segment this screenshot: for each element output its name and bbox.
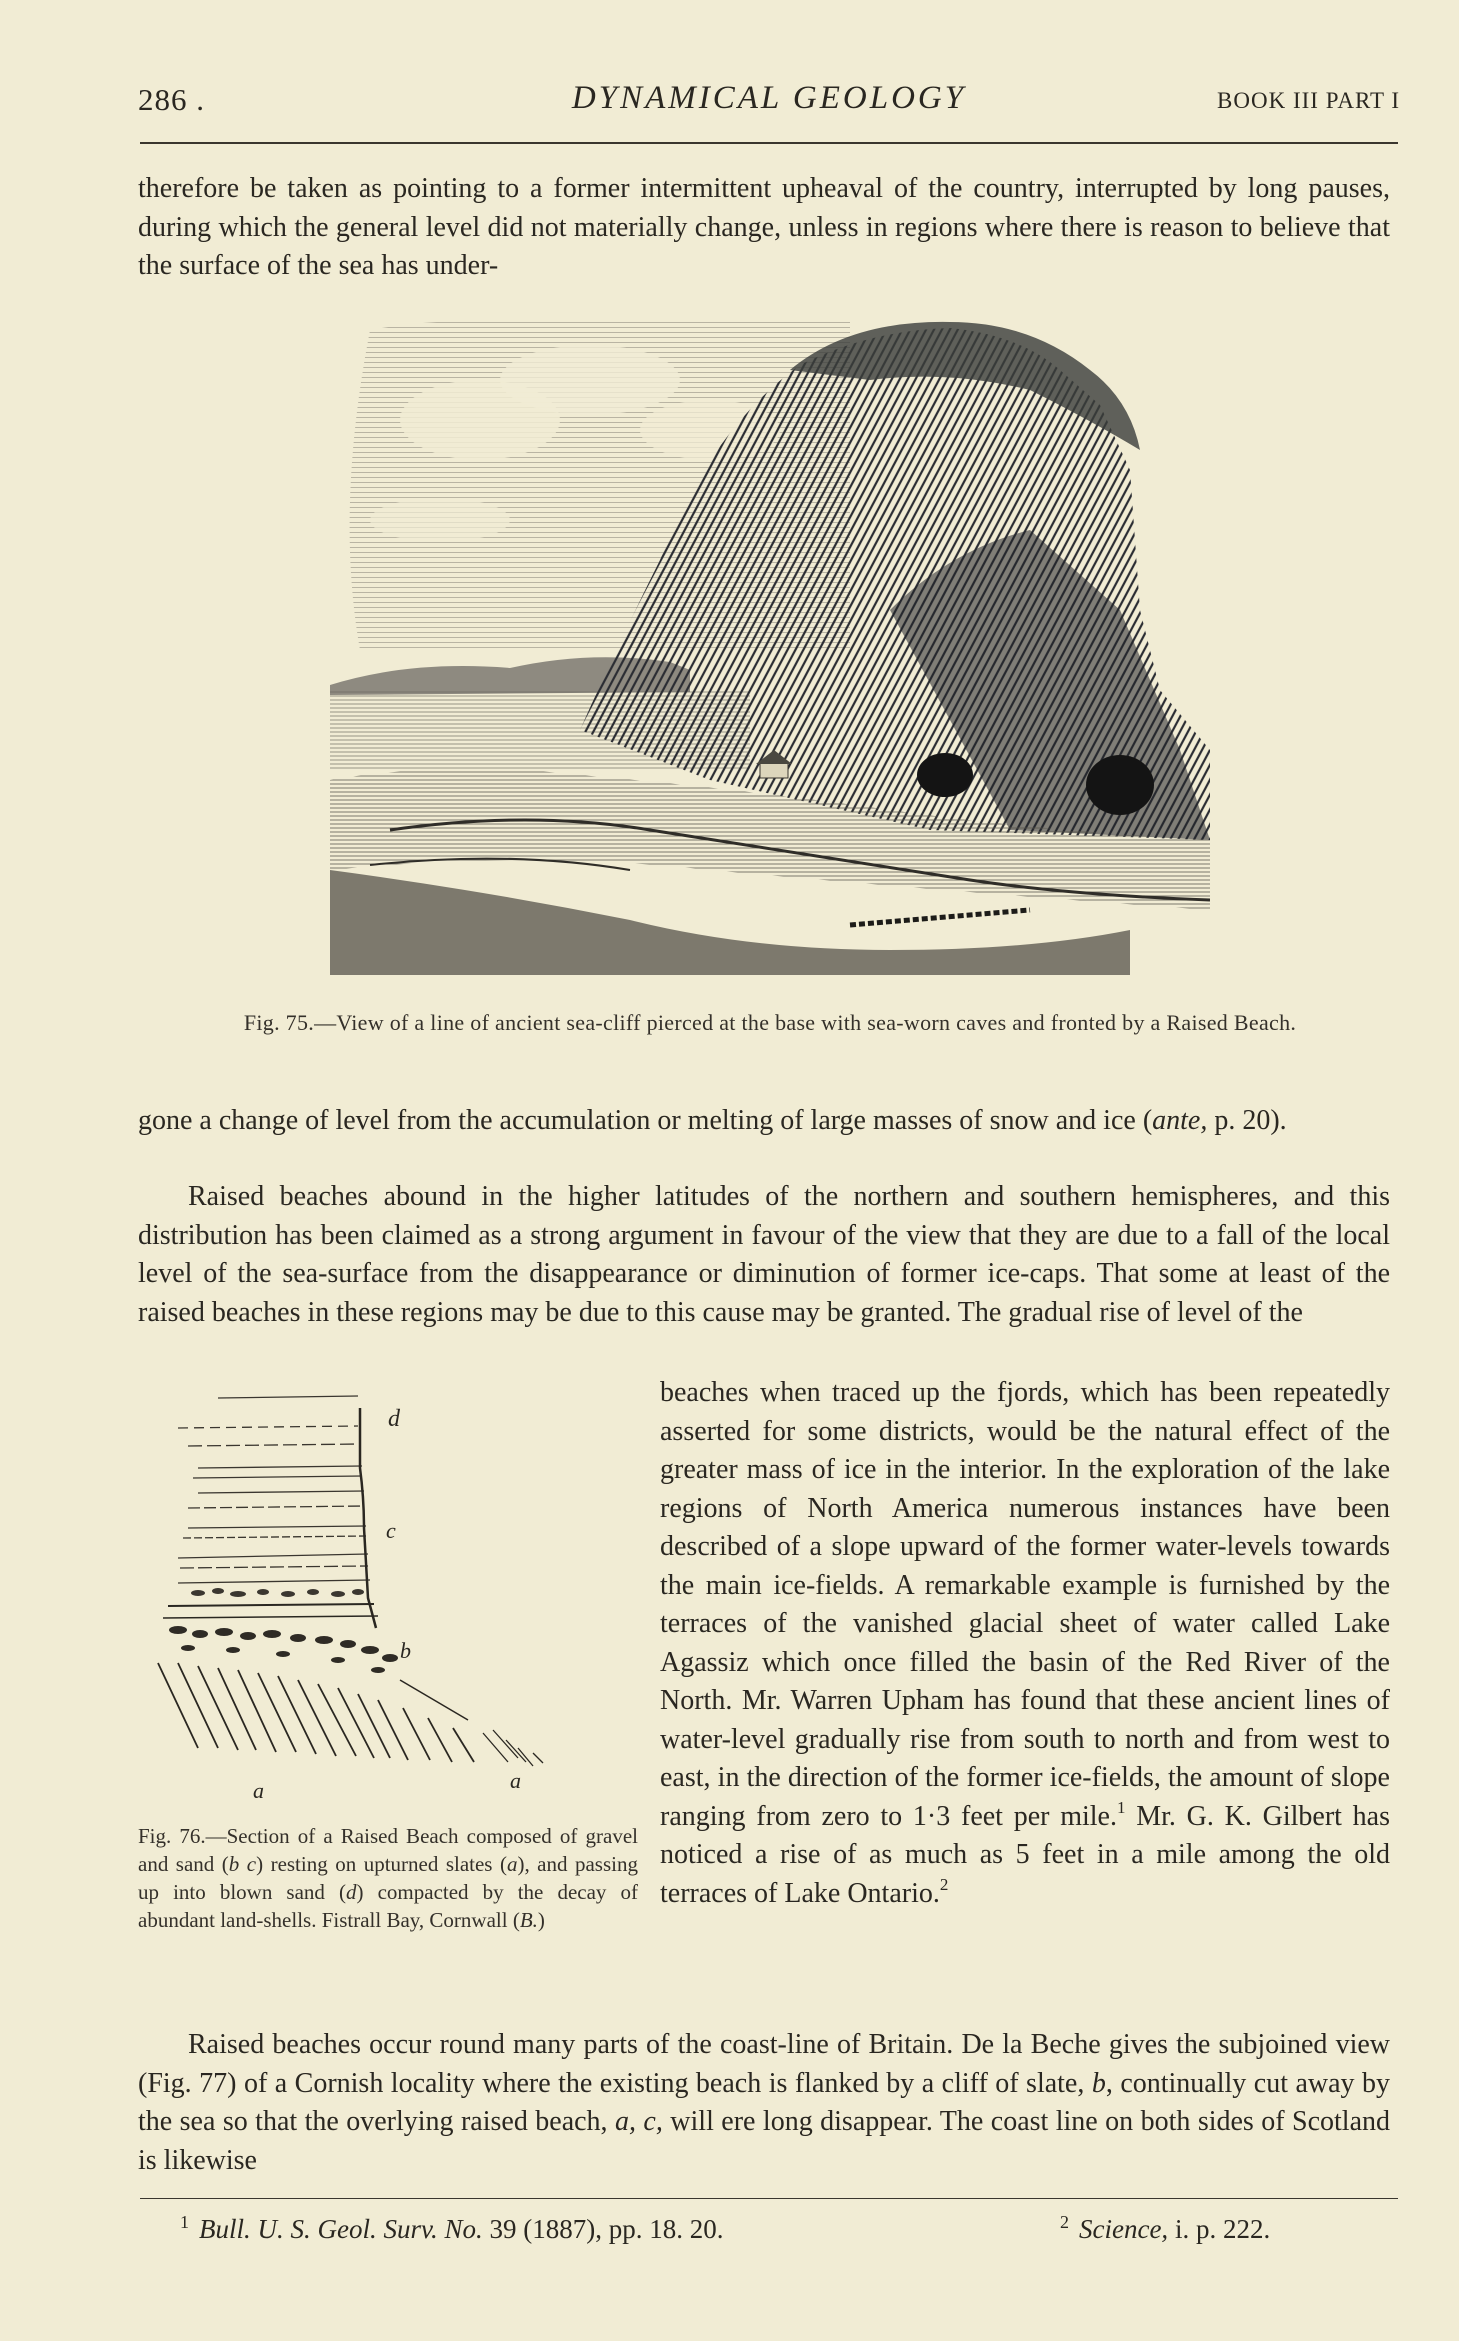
upturned-slates [158,1663,474,1762]
header-rule [140,142,1398,144]
paragraph-gone-text: gone a change of level from the accumulation or melting of large masses of snow and ice ( [138,1105,1153,1136]
fig76-caption-part: d [346,1880,357,1904]
blown-sand-layers [178,1396,370,1583]
footnote-rule [140,2198,1398,2199]
stone-wall [850,910,1030,925]
footnote-ref-1[interactable]: 1 [1116,1797,1126,1817]
footnote-ref-2[interactable]: 2 [939,1874,949,1894]
paragraph-raised-beaches-2 [138,2026,1390,2180]
footnote-1-source: Bull. U. S. Geol. Surv. No. [199,2214,483,2244]
foreshore-rocks [483,1730,543,1766]
cloud [500,345,680,415]
paragraph-gone [138,1102,1390,1141]
sea-cave [1086,755,1154,815]
paragraph-italic: a, c, [615,2106,663,2137]
paragraph-gone-ref: p. 20). [1207,1105,1287,1136]
footnote-1-ref: 39 (1887), pp. 18. 20. [482,2214,724,2244]
paragraph-text: beaches when traced up the fjords, which has been repeatedly asserted for some districts, would be the natural effect of the greater mass of ice in the interior. In the exploration of the lake regions of North America numerous instances have been described of a slope upward of the former water-levels towards the main ice-fields. A remarkable example is furnished by the terraces of the vanished glacial sheet of water called Lake Agassiz which once filled the basin of the Red River of the North. Mr. Warren Upham has found that these ancient lines of water-level gradually rise from south to north and from west to east, in the direction of the former ice-fields, the amount of slope ranging from zero to 1·3 feet per mile. [660,1377,1390,1832]
paragraph-gone-ante: ante, [1152,1105,1208,1136]
fig76-section-diagram [138,1378,638,1808]
fig76-label-b: b [400,1638,411,1663]
paragraph-top: therefore be taken as pointing to a former intermittent upheaval of the country, interrupted by long pauses, during which the general level did not materially change, unless in regions where there is reason to believe that the surface of the sea has under- [138,173,1390,281]
cottage [760,762,788,778]
fig76-caption-part: ) [537,1908,545,1932]
page-number: 286 . [138,82,205,117]
fig76-label-c: c [386,1518,396,1543]
footnote-1-mark: 1 [180,2212,189,2232]
paragraph-raised-beaches-1: Raised beaches abound in the higher latitudes of the northern and southern hemispheres, and this distribution has been claimed as a strong argument in favour of the view that they are due to a fall of the local level of the sea-surface from the disappearance or diminution of former ice-caps. That some at least of the raised beaches in these regions may be due to this cause may be granted. The gradual rise of level of the [138,1181,1390,1328]
fig76-caption [138,1822,638,1934]
footnote-2-mark: 2 [1060,2212,1069,2232]
cloud [370,498,510,542]
fig75-caption: Fig. 75.—View of a line of ancient sea-cliff pierced at the base with sea-worn caves and fronted by a Raised Beach. [243,1010,1297,1035]
footnote-2-ref: i. p. 222. [1168,2214,1271,2244]
running-title: DYNAMICAL GEOLOGY [571,80,967,116]
book-part-label: BOOK III PART I [1217,88,1400,113]
footnote-1 [180,2212,723,2245]
gravel-layers [191,1588,364,1597]
fig76-caption-part: b c [228,1852,257,1876]
section-cliff-face [360,1408,376,1628]
fig76-caption-part: a [506,1852,518,1876]
fig76-caption-part: ), and passing up into blown sand ( [138,1852,638,1904]
paragraph-italic: b [1091,2067,1106,2099]
shingle-bed [169,1626,398,1673]
footnote-2-source: Science, [1079,2214,1169,2244]
fig76-caption-part: ) resting on upturned slates ( [256,1852,507,1876]
shore-slope [400,1680,468,1720]
fig76-caption-part: Fig. 76.—Section of a Raised Beach composed of gravel and sand ( [138,1824,638,1876]
paragraph-text: Mr. G. K. Gilbert has noticed a rise of as much as 5 feet in a mile among the old terraces of Lake Ontario. [660,1800,1390,1909]
paragraph-text: , continually cut away by the sea so that the overlying raised beach, [138,2067,1390,2137]
fig75-engraving [330,310,1210,975]
fig76-caption-part: B. [519,1908,538,1932]
fig76-label-a-right: a [510,1768,521,1793]
fig76-label-d: d [388,1406,400,1432]
paragraph-text: Raised beaches occur round many parts of the coast-line of Britain. De la Beche gives the subjoined view (Fig. 77) of a Cornish locality where the existing beach is flanked by a cliff of slate, [138,2029,1390,2099]
fig76-caption-part: ) compacted by the decay of abundant land-shells. Fistrall Bay, Cornwall ( [138,1880,639,1932]
footnote-2 [1060,2212,1270,2245]
fig76-label-a-left: a [253,1778,264,1803]
paragraph-text: will ere long disappear. The coast line on both sides of Scotland is likewise [138,2106,1391,2176]
paragraph-raised-beaches-1-cont [660,1374,1390,1913]
sea-cave [917,753,973,797]
running-header [138,78,1400,128]
